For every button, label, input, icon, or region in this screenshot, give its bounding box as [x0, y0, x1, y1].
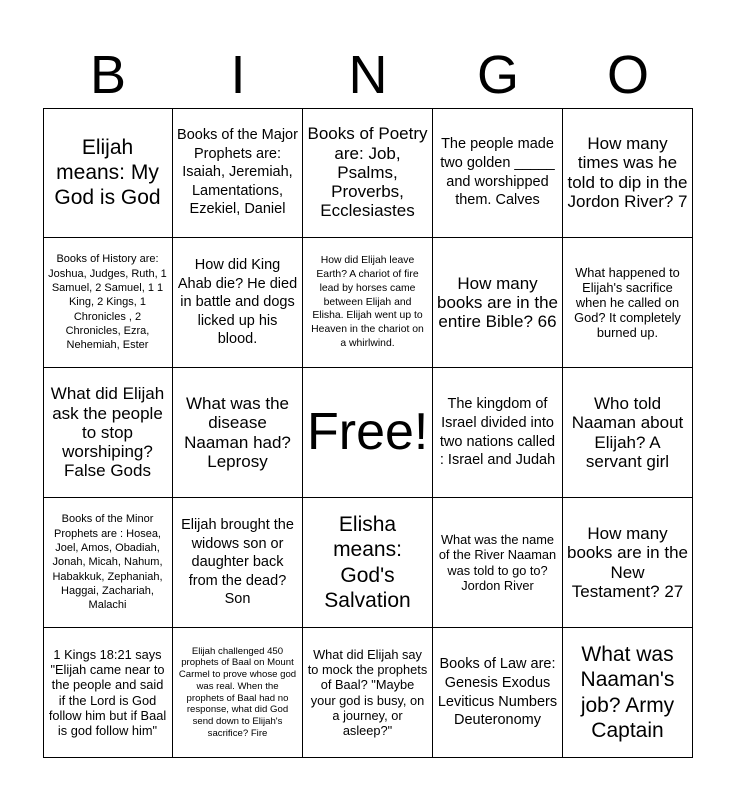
bingo-cell-g4[interactable] [433, 498, 563, 628]
bingo-cell-text: Books of History are: Joshua, Judges, Ruth, 1 Samuel, 2 Samuel, 1 1 King, 2 Kings, 1 Chronicles , 2 Chronicles, Ezra, Nehemiah, Ester [48, 253, 167, 352]
bingo-cell-text: Elijah brought the widows son or daughter back from the dead? Son [181, 517, 294, 608]
bingo-cell-text: How many books are in the New Testament? 27 [567, 524, 688, 601]
header-letter-o: O [606, 45, 649, 105]
bingo-cell-text: 1 Kings 18:21 says "Elijah came near to the people and said if the Lord is God follow him but if Baal is god follow him" [48, 647, 167, 738]
bingo-cell-o5[interactable] [563, 628, 693, 758]
bingo-cell-i5[interactable] [173, 628, 303, 758]
bingo-cell-text: Books of the Major Prophets are: Isaiah, Jeremiah, Lamentations, Ezekiel, Daniel [177, 127, 298, 218]
bingo-cell-text: Books of the Minor Prophets are : Hosea, Joel, Amos, Obadiah, Jonah, Micah, Nahum, Habakkuk, Zephaniah, Haggai, Zachariah, Malachi [52, 513, 163, 612]
bingo-cell-o3[interactable] [563, 368, 693, 498]
bingo-cell-b2[interactable] [43, 238, 173, 368]
bingo-cell-text: How did Elijah leave Earth? A chariot of fire lead by horses came between Elijah and Elisha. Elijah went up to Heaven in the chariot on a whirlwind. [311, 255, 424, 349]
bingo-cell-i2[interactable] [173, 238, 303, 368]
free-space-cell[interactable] [303, 368, 433, 498]
bingo-cell-text: The people made two golden _____ and worshipped them. Calves [440, 136, 555, 209]
bingo-cell-g2[interactable] [433, 238, 563, 368]
bingo-cell-text: Elisha means: God's Salvation [324, 513, 411, 612]
bingo-header [43, 44, 693, 106]
bingo-cell-b3[interactable] [43, 368, 173, 498]
bingo-cell-text: What did Elijah say to mock the prophets of Baal? "Maybe your god is busy, on a journey, or asleep?" [307, 647, 428, 738]
bingo-cell-g3[interactable] [433, 368, 563, 498]
bingo-cell-text: How many books are in the entire Bible? 66 [437, 273, 558, 332]
bingo-cell-text: Who told Naaman about Elijah? A servant girl [571, 394, 684, 471]
bingo-cell-n4[interactable] [303, 498, 433, 628]
bingo-cell-n1[interactable] [303, 108, 433, 238]
bingo-cell-text: Elijah means: My God is God [54, 135, 161, 210]
bingo-cell-text: What was the name of the River Naaman was told to go to? Jordon River [438, 532, 557, 593]
bingo-cell-text: What was the disease Naaman had? Leprosy [184, 394, 291, 471]
bingo-cell-o2[interactable] [563, 238, 693, 368]
bingo-cell-text: The kingdom of Israel divided into two nations called : Israel and Judah [439, 396, 556, 469]
bingo-grid [43, 108, 693, 758]
header-letter-i: I [230, 45, 246, 105]
bingo-cell-text: What was Naaman's job? Army Captain [580, 643, 675, 742]
bingo-cell-n5[interactable] [303, 628, 433, 758]
bingo-cell-i4[interactable] [173, 498, 303, 628]
bingo-cell-o1[interactable] [563, 108, 693, 238]
bingo-cell-g5[interactable] [433, 628, 563, 758]
bingo-cell-g1[interactable] [433, 108, 563, 238]
bingo-cell-text: What happened to Elijah's sacrifice when he called on God? It completely burned up. [574, 264, 681, 341]
bingo-cell-o4[interactable] [563, 498, 693, 628]
bingo-cell-text: What did Elijah ask the people to stop worshiping? False Gods [50, 384, 165, 481]
bingo-cell-text: Books of Poetry are: Job, Psalms, Proverbs, Ecclesiastes [307, 124, 428, 221]
header-letter-n: N [348, 45, 388, 105]
header-letter-b: B [89, 45, 127, 105]
bingo-cell-n2[interactable] [303, 238, 433, 368]
bingo-cell-b4[interactable] [43, 498, 173, 628]
bingo-cell-i1[interactable] [173, 108, 303, 238]
bingo-cell-text: Free! [307, 402, 429, 461]
bingo-cell-b1[interactable] [43, 108, 173, 238]
bingo-cell-i3[interactable] [173, 368, 303, 498]
bingo-cell-text: Elijah challenged 450 prophets of Baal on Mount Carmel to prove whose god was real. When the prophets of Baal had no response, what did God send down to Elijah's sacrifice? Fire [178, 645, 297, 739]
header-letter-g: G [476, 45, 519, 105]
bingo-cell-b5[interactable] [43, 628, 173, 758]
bingo-cell-text: How did King Ahab die? He died in battle and dogs licked up his blood. [177, 257, 298, 348]
bingo-cell-text: Books of Law are: Genesis Exodus Leviticus Numbers Deuteronomy [437, 656, 558, 729]
bingo-cell-text: How many times was he told to dip in the Jordon River? 7 [567, 134, 688, 211]
